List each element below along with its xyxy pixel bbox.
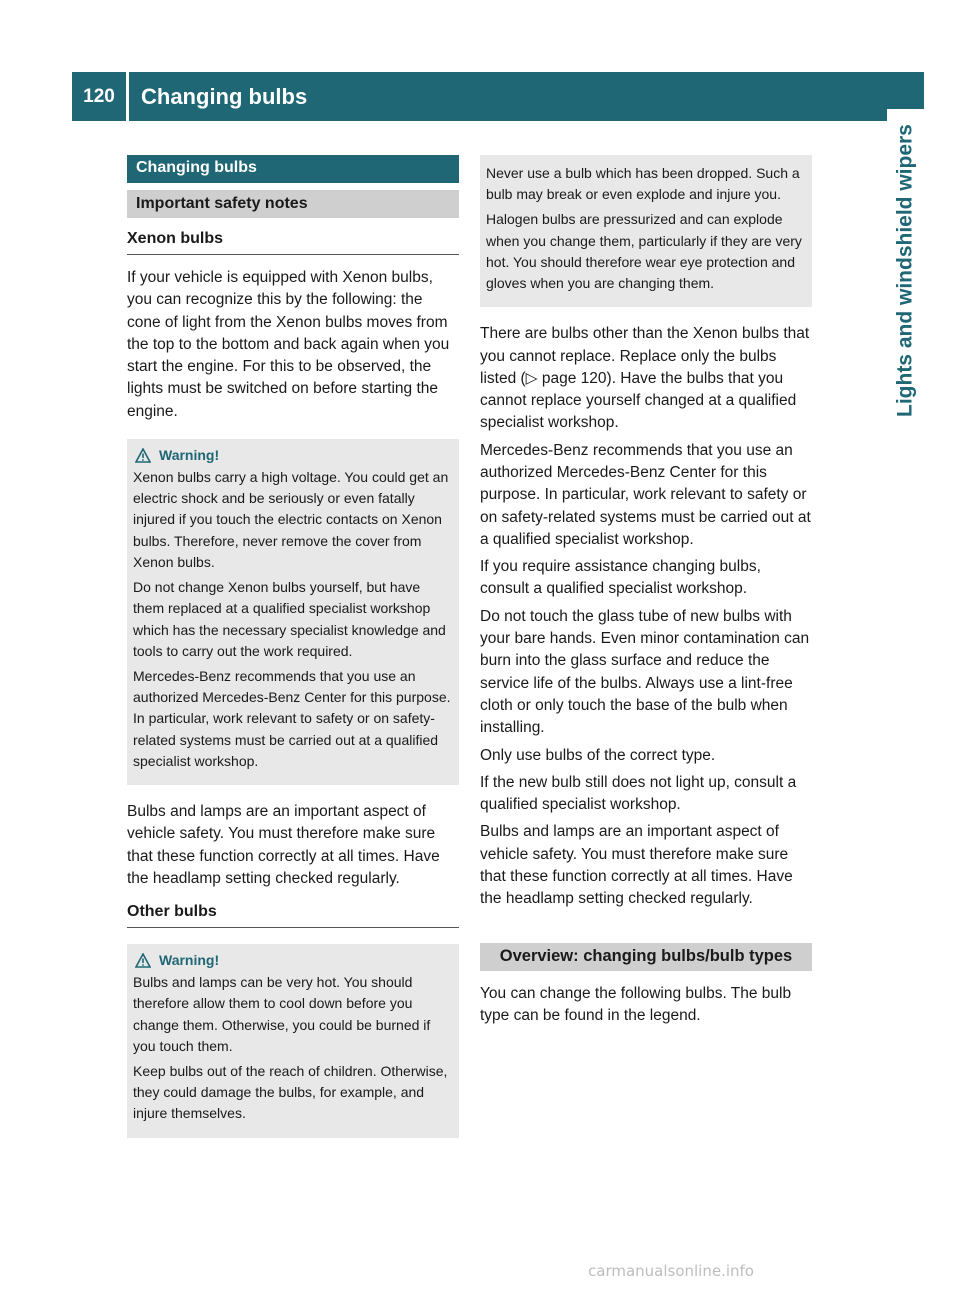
body-paragraph: Mercedes-Benz recommends that you use an authorized Mercedes-Benz Center for this purpose. In particular, work relevant to safety or on safety-related systems must be carried out at a qualified specialist workshop. [480,441,811,548]
warning-triangle-icon [135,448,151,463]
warning-title [133,447,453,463]
body-paragraph: Only use bulbs of the correct type. [480,746,716,764]
chapter-side-tab [887,72,924,1072]
overview-paragraph: You can change the following bulbs. The bulb type can be found in the legend. [480,984,792,1024]
warning-paragraph: Halogen bulbs are pressurized and can explode when you change them, particularly if they are very hot. You should therefore wear eye protection and gloves when you are changing them. [486,211,802,292]
xenon-heading: Xenon bulbs [127,230,459,255]
page-number: 120 [72,72,129,121]
watermark: carmanualsonline.info [588,1262,754,1280]
right-column [480,155,812,1032]
subsection-title: Important safety notes [127,190,459,218]
warning-paragraph: Never use a bulb which has been dropped. Such a bulb may break or even explode and injure you. [486,165,800,203]
xenon-paragraph: If your vehicle is equipped with Xenon bulbs, you can recognize this by the following: the cone of light from the Xenon bulbs moves from the top to the bottom and back again when you start the engine. For this to be observed, the lights must be switched on before starting the engine. [127,269,450,420]
warning-title-text: Warning! [159,952,220,969]
warning-paragraph: Mercedes-Benz recommends that you use an authorized Mercedes-Benz Center for this purpose. In particular, work relevant to safety or on safety-related systems must be carried out at a qualified specialist workshop. [133,667,451,769]
warning-triangle-icon [135,953,151,968]
warning-title-text: Warning! [159,447,220,464]
chapter-marker [887,72,924,109]
other-bulbs-heading: Other bulbs [127,903,459,928]
overview-title: Overview: changing bulbs/bulb types [480,943,812,971]
header-title: Changing bulbs [141,83,308,109]
bulbs-paragraph: Bulbs and lamps are an important aspect of vehicle safety. You must therefore make sure that these function correctly at all times. Have the headlamp setting checked regularly. [127,802,440,887]
warning-paragraph: Xenon bulbs carry a high voltage. You could get an electric shock and be seriously or even fatally injured if you touch the electric contacts on Xenon bulbs. Therefore, never remove the cover from Xenon bulbs. [133,469,449,570]
left-column [127,155,459,1154]
warning-paragraph: Bulbs and lamps can be very hot. You should therefore allow them to cool down before you change them. Otherwise, you could be burned if you touch them. [133,974,431,1054]
warning-title [133,952,453,968]
body-paragraph: Do not touch the glass tube of new bulbs with your bare hands. Even minor contamination can burn into the glass surface and reduce the service life of the bulbs. Always use a lint-free cloth or only touch the base of the bulb when installing. [480,607,810,737]
warning-box-continued [480,155,812,307]
warning-box-xenon [127,439,459,785]
body-paragraph: Bulbs and lamps are an important aspect of vehicle safety. You must therefore make sure that these function correctly at all times. Have the headlamp setting checked regularly. [480,823,793,908]
body-paragraph: If the new bulb still does not light up, consult a qualified specialist workshop. [480,773,797,814]
warning-paragraph: Do not change Xenon bulbs yourself, but have them replaced at a qualified specialist workshop which has the necessary specialist knowledge and tools to carry out the work required. [133,579,446,659]
section-title: Changing bulbs [127,155,459,183]
page-header [72,72,887,121]
body-paragraph: If you require assistance changing bulbs, consult a qualified specialist workshop. [480,558,761,598]
chapter-label: Lights and windshield wipers [893,124,917,417]
warning-box-hot [127,944,459,1137]
body-paragraph: There are bulbs other than the Xenon bulbs that you cannot replace. Replace only the bulbs listed (▷ page 120). Have the bulbs that you cannot replace yourself changed at a qualified specialist workshop. [480,325,810,432]
warning-paragraph: Keep bulbs out of the reach of children. Otherwise, they could damage the bulbs, for example, and injure themselves. [133,1062,448,1122]
